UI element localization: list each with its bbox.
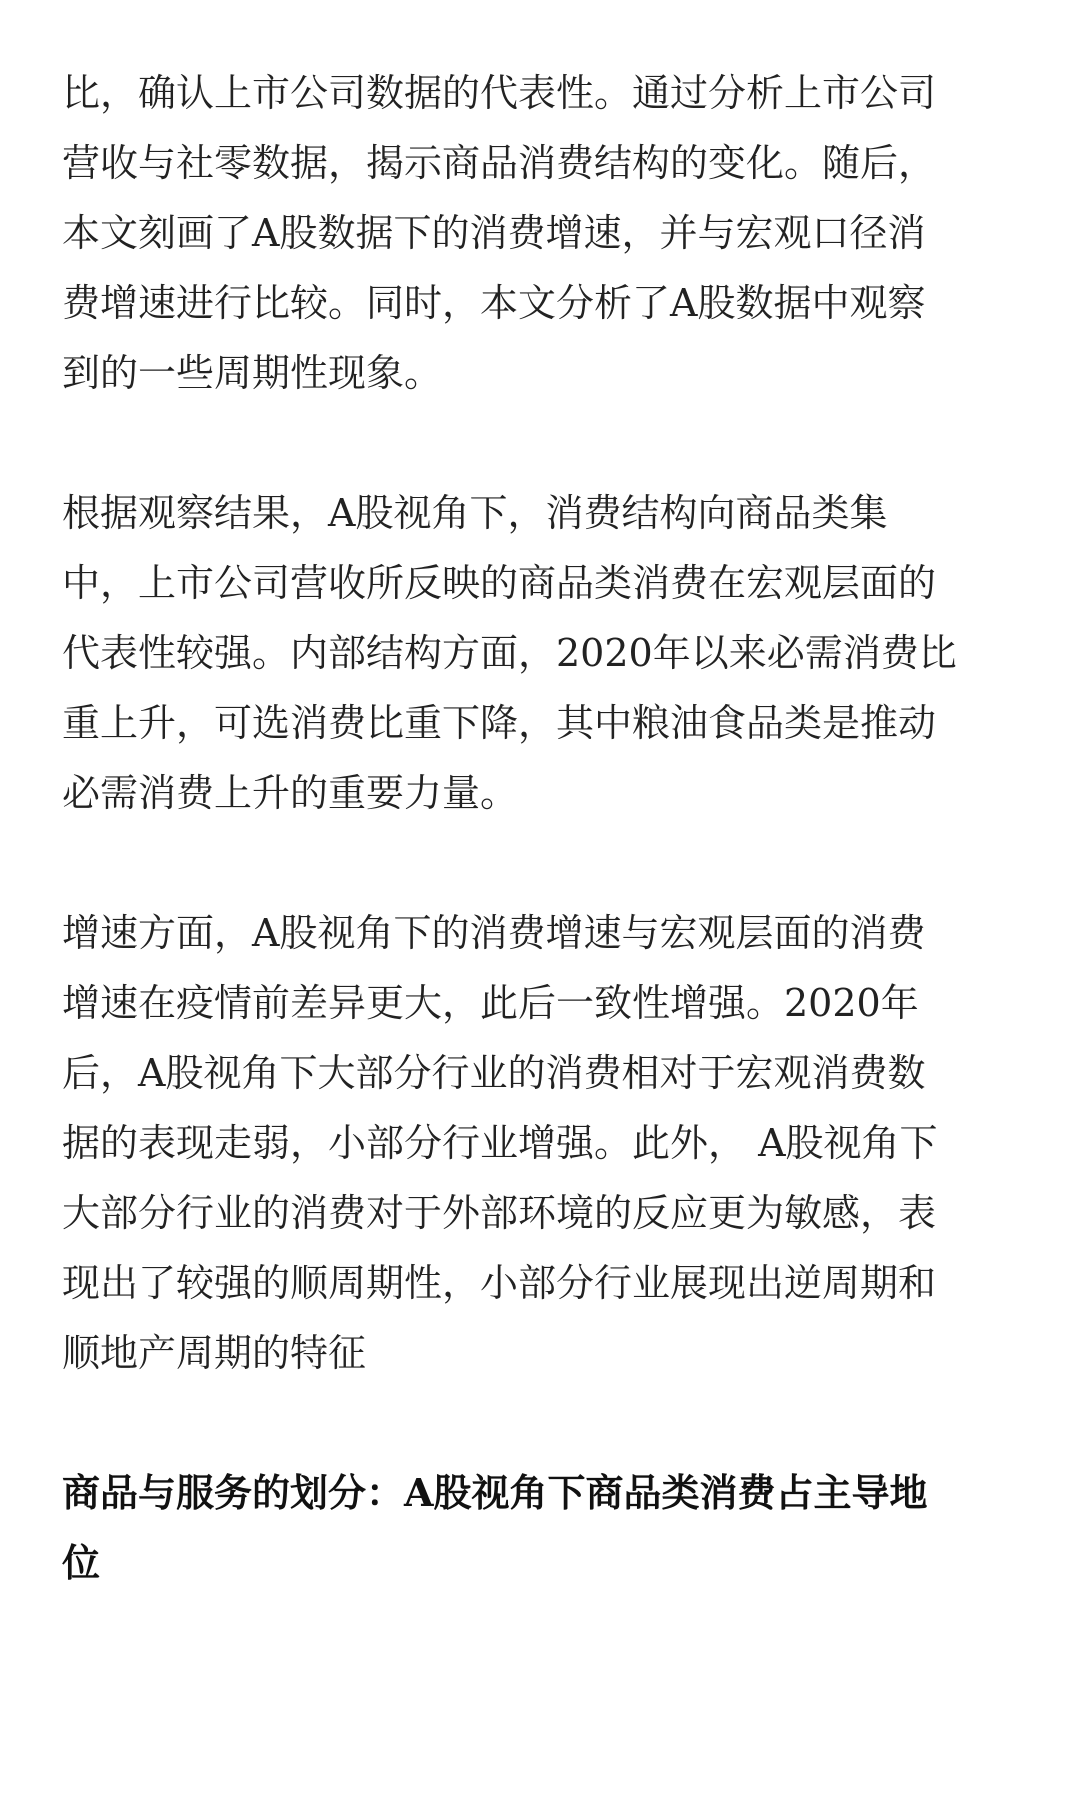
paragraph-spacer: [62, 1388, 1022, 1458]
paragraph-2: [62, 478, 1022, 828]
paragraph-spacer: [62, 408, 1022, 478]
paragraph-line: 增速在疫情前差异更大，此后一致性增强。2020年: [62, 981, 919, 1025]
paragraph-line: 营收与社零数据，揭示商品消费结构的变化。随后，: [62, 141, 937, 185]
paragraph-line: 现出了较强的顺周期性，小部分行业展现出逆周期和: [62, 1261, 937, 1305]
paragraph-line: 到的一些周期性现象。: [62, 351, 443, 395]
paragraph-line: 据的表现走弱，小部分行业增强。此外， A股视角下: [62, 1121, 938, 1165]
paragraph-line: 重上升，可选消费比重下降，其中粮油食品类是推动: [62, 701, 937, 745]
heading-line: 商品与服务的划分：A股视角下商品类消费占主导地: [62, 1470, 928, 1515]
paragraph-line: 费增速进行比较。同时，本文分析了A股数据中观察: [62, 281, 926, 325]
section-heading: [62, 1458, 1022, 1598]
paragraph-line: 中，上市公司营收所反映的商品类消费在宏观层面的: [62, 561, 937, 605]
paragraph-line: 根据观察结果，A股视角下，消费结构向商品类集: [62, 491, 888, 535]
paragraph-line: 后，A股视角下大部分行业的消费相对于宏观消费数: [62, 1051, 926, 1095]
paragraph-1: [62, 58, 1022, 408]
paragraph-spacer: [62, 828, 1022, 898]
paragraph-line: 比，确认上市公司数据的代表性。通过分析上市公司: [62, 71, 937, 115]
paragraph-line: 大部分行业的消费对于外部环境的反应更为敏感，表: [62, 1191, 937, 1235]
paragraph-line: 本文刻画了A股数据下的消费增速，并与宏观口径消: [62, 211, 926, 255]
paragraph-line: 顺地产周期的特征: [62, 1331, 367, 1375]
paragraph-line: 增速方面，A股视角下的消费增速与宏观层面的消费: [62, 911, 926, 955]
paragraph-line: 代表性较强。内部结构方面，2020年以来必需消费比: [62, 631, 957, 675]
article-body: [62, 58, 1022, 1598]
paragraph-line: 必需消费上升的重要力量。: [62, 771, 519, 815]
heading-line: 位: [62, 1540, 101, 1585]
paragraph-3: [62, 898, 1022, 1388]
